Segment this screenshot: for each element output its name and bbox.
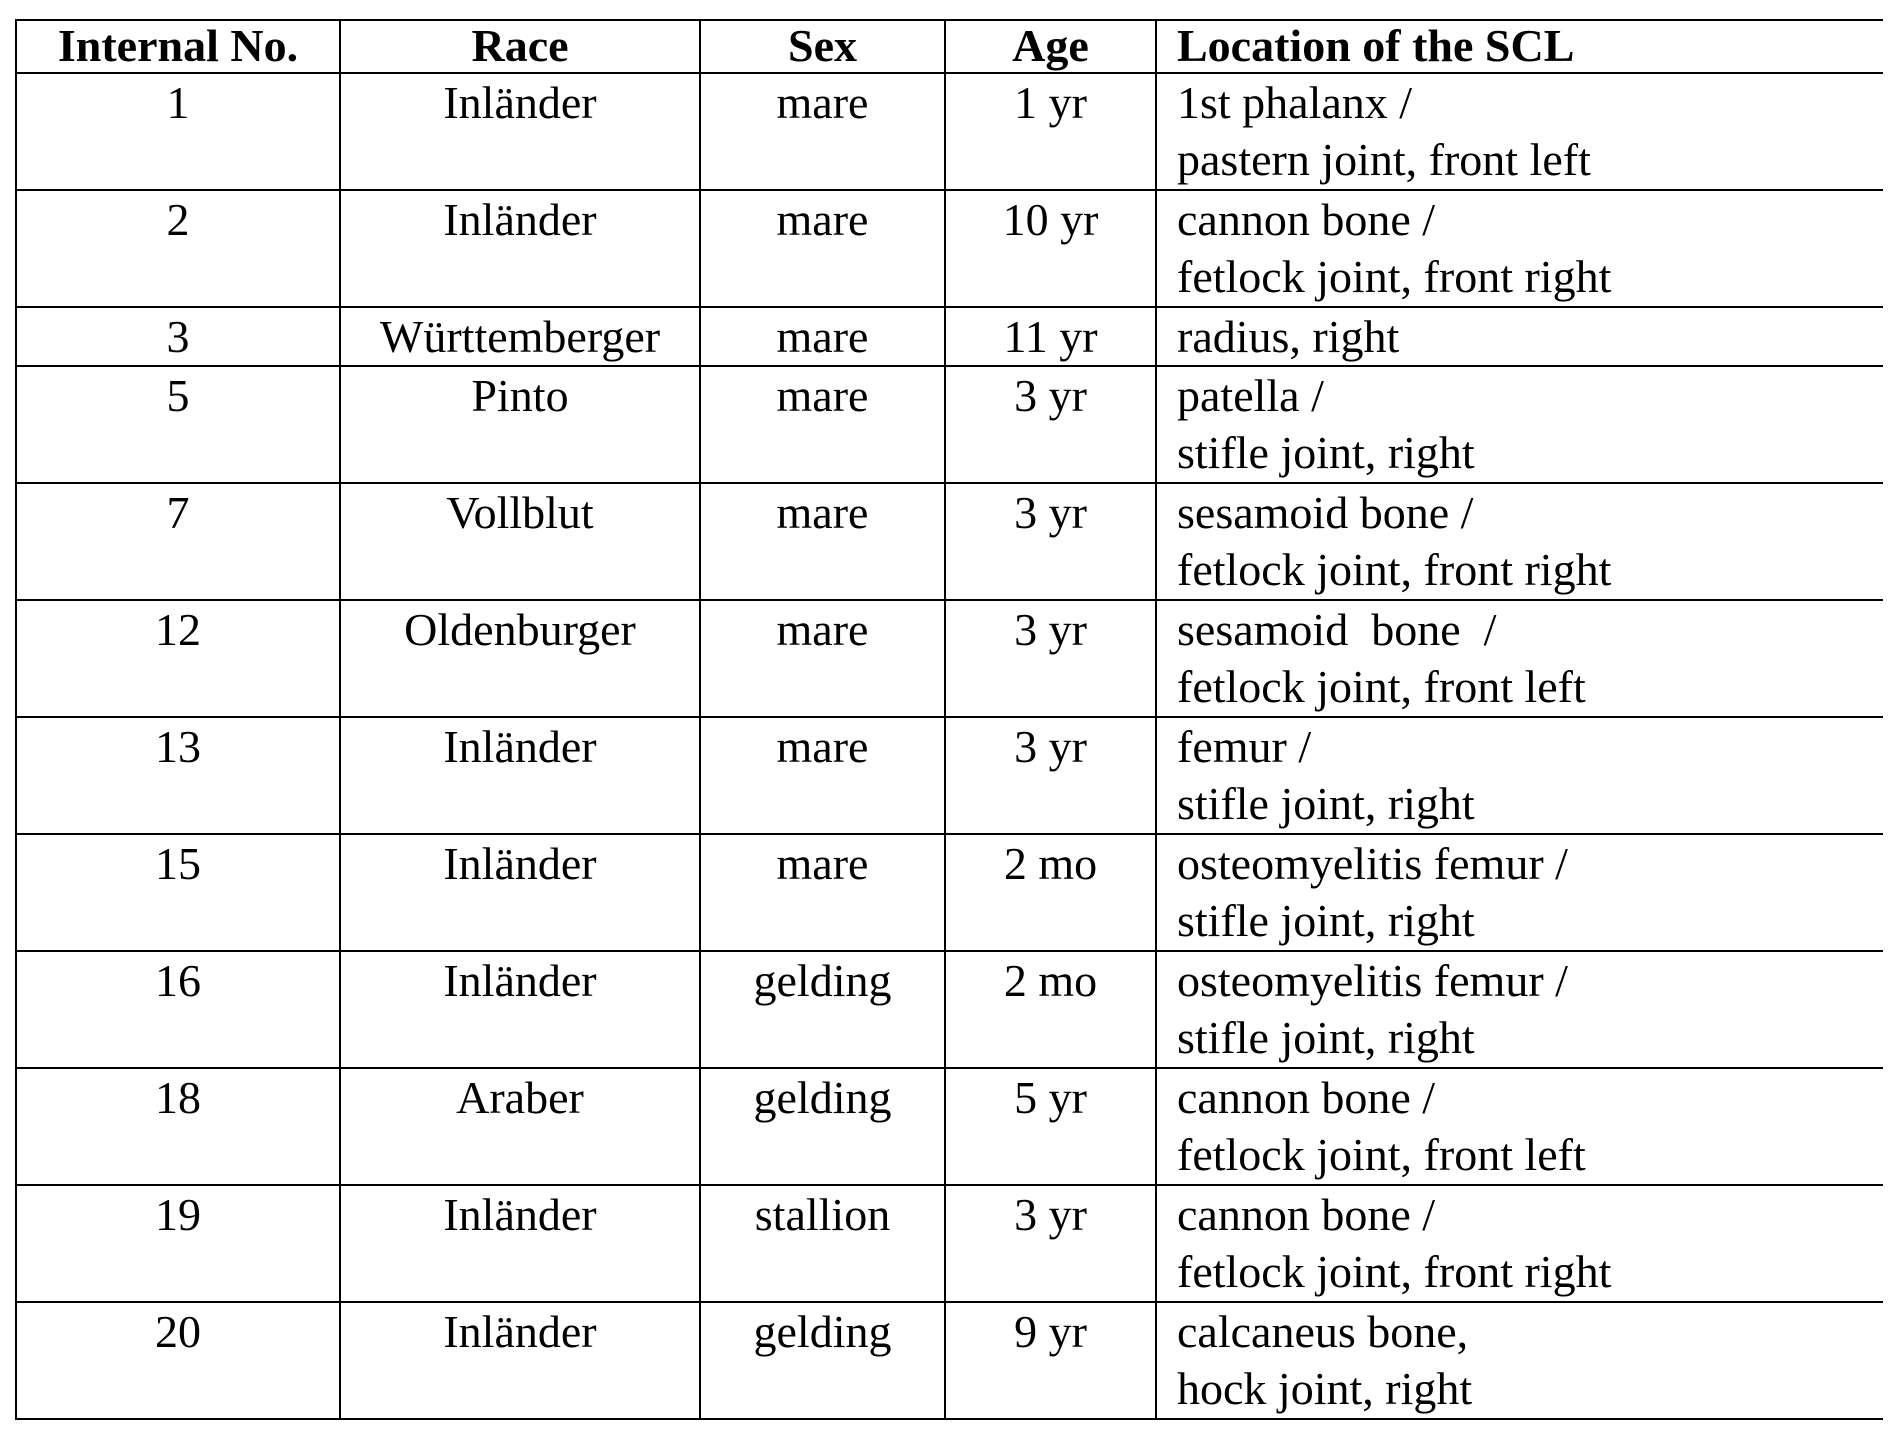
cell-age: 11 yr <box>945 307 1156 366</box>
table-row <box>16 1068 1883 1185</box>
table-row <box>16 1185 1883 1302</box>
cell-sex: gelding <box>700 951 945 1068</box>
cell-race: Inländer <box>340 717 700 834</box>
cell-race: Oldenburger <box>340 600 700 717</box>
location-line-2: stifle joint, right <box>1177 427 1475 478</box>
cell-sex: stallion <box>700 1185 945 1302</box>
location-line-1: 1st phalanx / <box>1177 77 1413 128</box>
cell-sex: gelding <box>700 1302 945 1419</box>
cell-sex: mare <box>700 307 945 366</box>
cell-age: 3 yr <box>945 366 1156 483</box>
cell-age: 5 yr <box>945 1068 1156 1185</box>
table-row <box>16 190 1883 307</box>
cell-internal-no: 19 <box>16 1185 340 1302</box>
cell-location <box>1156 366 1883 483</box>
table-row <box>16 951 1883 1068</box>
cell-sex: mare <box>700 834 945 951</box>
cell-internal-no: 7 <box>16 483 340 600</box>
location-line-2: fetlock joint, front left <box>1177 1129 1586 1180</box>
location-line-2: stifle joint, right <box>1177 1012 1475 1063</box>
header-row <box>16 20 1883 73</box>
location-line-1: sesamoid bone / <box>1177 604 1497 655</box>
cell-location <box>1156 834 1883 951</box>
cell-location <box>1156 951 1883 1068</box>
location-line-2: fetlock joint, front right <box>1177 1246 1612 1297</box>
location-line-2: fetlock joint, front left <box>1177 661 1586 712</box>
cell-internal-no: 12 <box>16 600 340 717</box>
cell-race: Inländer <box>340 73 700 190</box>
cell-age: 10 yr <box>945 190 1156 307</box>
table-row <box>16 307 1883 366</box>
cell-age: 3 yr <box>945 600 1156 717</box>
header-sex: Sex <box>700 20 945 73</box>
table-row <box>16 834 1883 951</box>
cell-age: 1 yr <box>945 73 1156 190</box>
location-line-2: stifle joint, right <box>1177 778 1475 829</box>
location-line-1: sesamoid bone / <box>1177 487 1474 538</box>
cell-race: Inländer <box>340 1185 700 1302</box>
cell-race: Württemberger <box>340 307 700 366</box>
location-line-1: patella / <box>1177 370 1324 421</box>
cell-age: 2 mo <box>945 951 1156 1068</box>
cell-internal-no: 1 <box>16 73 340 190</box>
scl-cases-table <box>15 19 1883 1420</box>
cell-location <box>1156 717 1883 834</box>
location-line-2: fetlock joint, front right <box>1177 544 1612 595</box>
cell-race: Inländer <box>340 190 700 307</box>
location-line-1: calcaneus bone, <box>1177 1306 1469 1357</box>
cell-sex: mare <box>700 366 945 483</box>
cell-race: Vollblut <box>340 483 700 600</box>
cell-location <box>1156 600 1883 717</box>
location-line-1: cannon bone / <box>1177 194 1436 245</box>
cell-sex: mare <box>700 600 945 717</box>
location-line-2: fetlock joint, front right <box>1177 251 1612 302</box>
cell-location <box>1156 73 1883 190</box>
table-row <box>16 1302 1883 1419</box>
cell-sex: gelding <box>700 1068 945 1185</box>
cell-location <box>1156 1068 1883 1185</box>
cell-internal-no: 15 <box>16 834 340 951</box>
header-race: Race <box>340 20 700 73</box>
cell-internal-no: 13 <box>16 717 340 834</box>
cell-race: Inländer <box>340 1302 700 1419</box>
table-row <box>16 717 1883 834</box>
header-age: Age <box>945 20 1156 73</box>
location-line-1: cannon bone / <box>1177 1189 1436 1240</box>
cell-internal-no: 5 <box>16 366 340 483</box>
cell-race: Inländer <box>340 834 700 951</box>
cell-sex: mare <box>700 717 945 834</box>
cell-age: 9 yr <box>945 1302 1156 1419</box>
location-line-2: hock joint, right <box>1177 1363 1473 1414</box>
location-line-1: osteomyelitis femur / <box>1177 955 1568 1006</box>
cell-internal-no: 20 <box>16 1302 340 1419</box>
cell-age: 3 yr <box>945 1185 1156 1302</box>
cell-sex: mare <box>700 73 945 190</box>
cell-age: 2 mo <box>945 834 1156 951</box>
location-line-1: radius, right <box>1177 311 1400 362</box>
cell-race: Pinto <box>340 366 700 483</box>
cell-sex: mare <box>700 483 945 600</box>
location-line-1: femur / <box>1177 721 1312 772</box>
cell-age: 3 yr <box>945 717 1156 834</box>
location-line-2: pastern joint, front left <box>1177 134 1591 185</box>
cell-internal-no: 2 <box>16 190 340 307</box>
cell-sex: mare <box>700 190 945 307</box>
cell-race: Araber <box>340 1068 700 1185</box>
table-row <box>16 483 1883 600</box>
cell-location <box>1156 483 1883 600</box>
location-line-2: stifle joint, right <box>1177 895 1475 946</box>
header-internal-no: Internal No. <box>16 20 340 73</box>
cell-age: 3 yr <box>945 483 1156 600</box>
cell-race: Inländer <box>340 951 700 1068</box>
table-row <box>16 366 1883 483</box>
location-line-1: cannon bone / <box>1177 1072 1436 1123</box>
cell-location <box>1156 1185 1883 1302</box>
table-row <box>16 73 1883 190</box>
cell-internal-no: 16 <box>16 951 340 1068</box>
cell-internal-no: 18 <box>16 1068 340 1185</box>
cell-internal-no: 3 <box>16 307 340 366</box>
cell-location <box>1156 190 1883 307</box>
table-row <box>16 600 1883 717</box>
location-line-1: osteomyelitis femur / <box>1177 838 1568 889</box>
header-location: Location of the SCL <box>1156 20 1883 73</box>
cell-location <box>1156 1302 1883 1419</box>
cell-location <box>1156 307 1883 366</box>
